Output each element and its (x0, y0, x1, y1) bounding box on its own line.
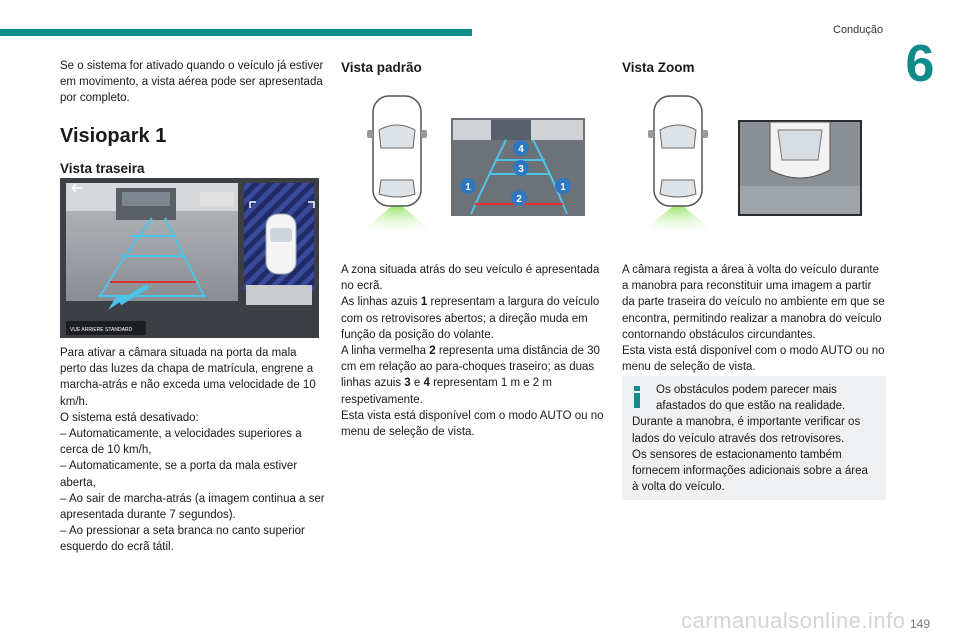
marker-1-right: 1 (560, 182, 566, 193)
intro-paragraph: Se o sistema for ativado quando o veículo já estiver em movimento, a vista aérea pode ser apresentada por completo. (60, 60, 324, 105)
info-note-box (622, 376, 886, 500)
standard-view-p4: Esta vista está disponível com o modo AUTO ou no menu de seleção de vista. (341, 409, 604, 439)
heading-visiopark: Visiopark 1 (60, 124, 167, 147)
heading-rear-view: Vista traseira (60, 160, 145, 176)
note-first-paragraph: Os obstáculos podem parecer mais afastados do que estão na realidade. (656, 384, 846, 413)
watermark: carmanualsonline.info (681, 608, 906, 633)
column-right (622, 58, 887, 75)
deactivation-item-arrow: – Ao pressionar a seta branca no canto superior esquerdo do ecrã tátil. (60, 525, 305, 554)
heading-zoom-view: Vista Zoom (622, 60, 695, 75)
deactivation-item-boot: – Automaticamente, se a porta da mala estiver aberta, (60, 460, 298, 489)
info-icon (633, 386, 641, 408)
deactivation-item-speed: – Automaticamente, a velocidades superiores a cerca de 10 km/h, (60, 428, 302, 457)
note-mirrors-paragraph: Durante a manobra, é importante verificar os lados do veículo através dos retrovisores. (632, 416, 861, 445)
column-middle-body (341, 262, 606, 440)
page-number: 149 (910, 617, 931, 631)
zoom-view-diagram (622, 90, 872, 250)
column-left-body (60, 345, 325, 556)
section-title: Condução (833, 24, 884, 36)
column-right-body (622, 262, 887, 375)
standard-view-illustration (341, 90, 591, 250)
marker-2: 2 (516, 194, 522, 205)
deactivation-intro: O sistema está desativado: (60, 411, 199, 424)
camera-view-label: VUE ARRIERE STANDARD (70, 327, 133, 333)
column-middle (341, 58, 606, 75)
column-left (60, 58, 325, 176)
zoom-view-illustration (622, 90, 872, 250)
zoom-view-p1: A câmara regista a área à volta do veículo durante a manobra para reconstituir uma imagem a partir da parte traseira do veículo no ambiente em que se encontra, permitindo realizar a manobra do veículo contornando obstáculos circundantes. (622, 264, 885, 341)
standard-view-p3: A linha vermelha 2 representa uma distância de 30 cm em relação ao para-choques traseiro; as duas linhas azuis 3 e 4 representam 1 m e 2 m respetivamente. (341, 345, 600, 406)
deactivation-item-reverse: – Ao sair de marcha-atrás (a imagem continua a ser apresentada durante 7 segundos). (60, 492, 325, 522)
standard-view-p1: A zona situada atrás do seu veículo é apresentada no ecrã. (341, 264, 600, 293)
marker-4: 4 (518, 144, 524, 155)
standard-view-diagram (341, 90, 591, 250)
standard-view-p2: As linhas azuis 1 representam a largura do veículo com os retrovisores abertos; a direção muda em função da posição do volante. (341, 296, 600, 341)
chapter-number: 6 (905, 35, 935, 93)
marker-1-left: 1 (465, 182, 471, 193)
heading-standard-view: Vista padrão (341, 60, 422, 75)
header-accent-bar (0, 29, 472, 36)
zoom-view-p2: Esta vista está disponível com o modo AUTO ou no menu de seleção de vista. (622, 345, 885, 374)
activation-paragraph: Para ativar a câmara situada na porta da mala perto das luzes da chapa de matrícula, engrene a marcha-atrás e não exceda uma velocidade de 10 km/h. (60, 347, 316, 408)
marker-3: 3 (518, 164, 524, 175)
note-sensors-paragraph: Os sensores de estacionamento também fornecem informações adicionais sobre a área à volta do veículo. (632, 448, 868, 494)
rear-camera-screen-image (60, 178, 319, 338)
rear-camera-illustration (60, 178, 319, 338)
